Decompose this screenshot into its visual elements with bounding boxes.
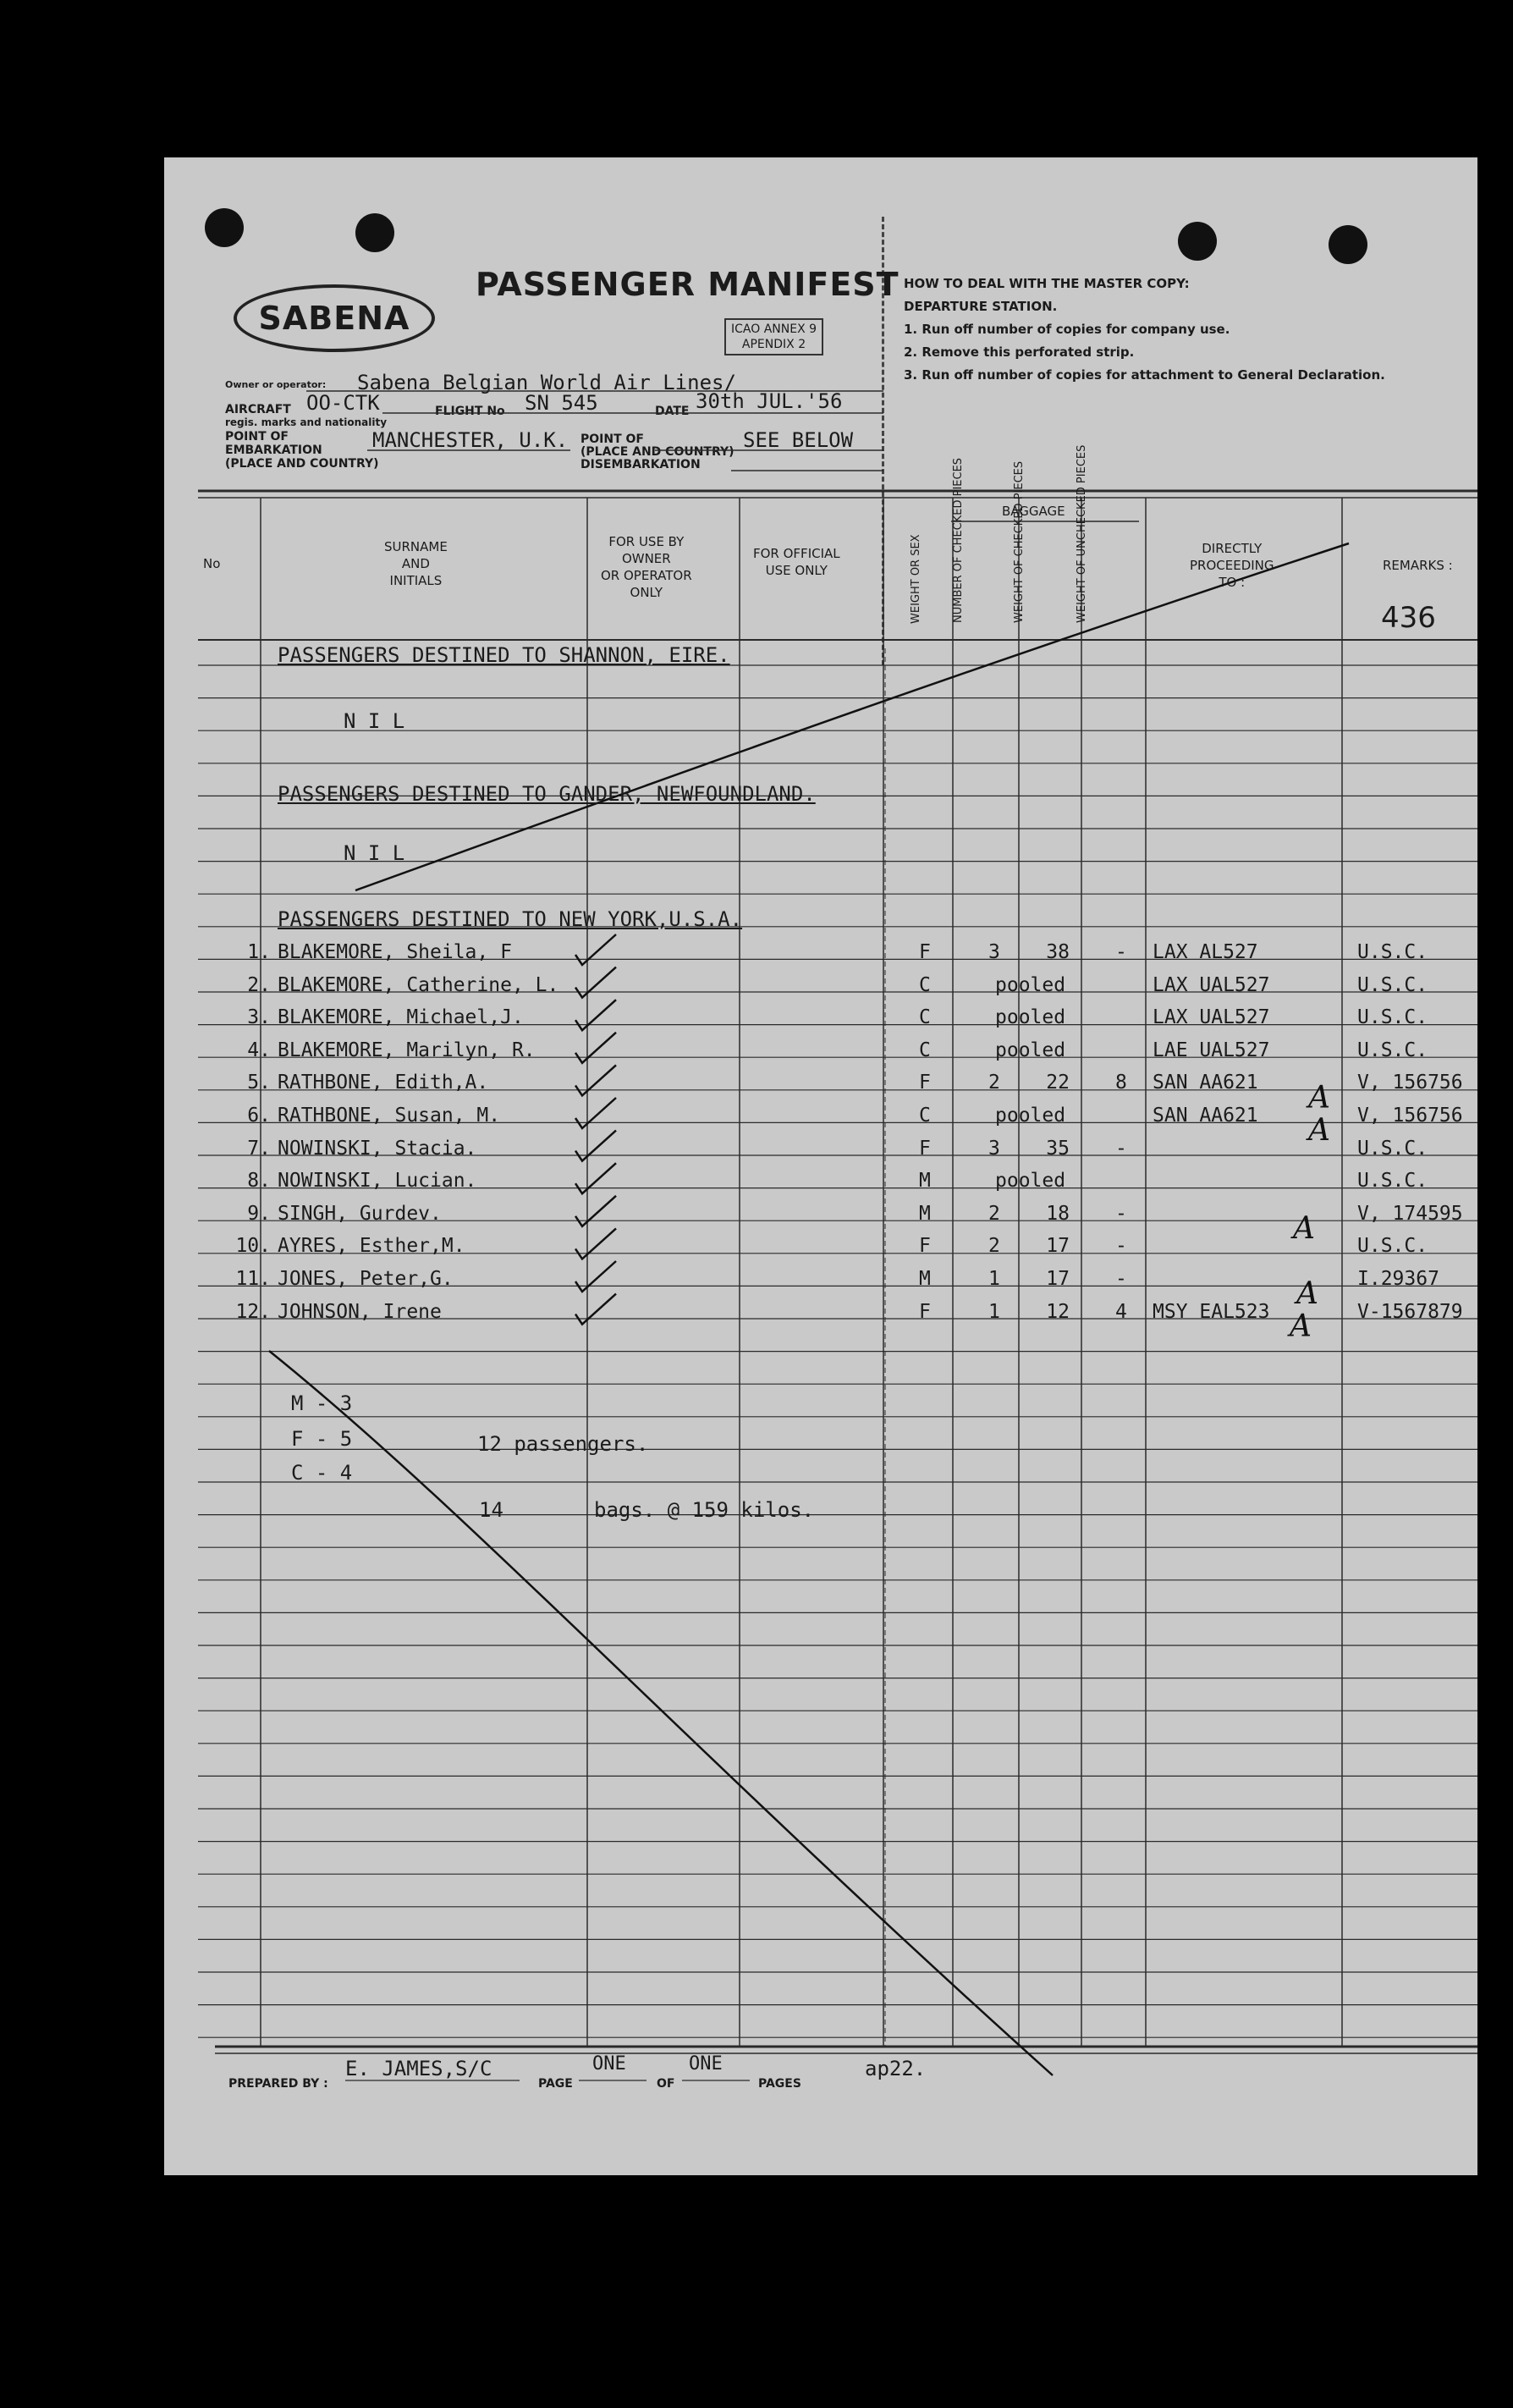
passenger-sex: C bbox=[919, 1006, 931, 1029]
total-bags-weight: bags. @ 159 kilos. bbox=[594, 1498, 815, 1522]
total-male: M - 3 bbox=[291, 1391, 353, 1415]
passenger-remarks: U.S.C. bbox=[1357, 1235, 1428, 1258]
passenger-remarks: U.S.C. bbox=[1357, 973, 1428, 996]
passenger-no: 7. bbox=[247, 1137, 271, 1160]
embark-value: MANCHESTER, U.K. bbox=[372, 428, 569, 452]
handwritten-a-mark: A bbox=[1296, 1276, 1318, 1311]
page-value: ONE bbox=[592, 2053, 626, 2075]
embark-label: POINT OF EMBARKATION (PLACE AND COUNTRY) bbox=[225, 430, 379, 471]
handwritten-a-mark: A bbox=[1293, 1210, 1315, 1246]
passenger-name: BLAKEMORE, Catherine, L. bbox=[278, 973, 559, 996]
check-mark bbox=[575, 1261, 616, 1292]
master-copy-instructions: HOW TO DEAL WITH THE MASTER COPY: DEPARTURE STATION. 1. Run off number of copies for company use. 2. Remove this perforated strip. 3. Run off number of copies for attachment to General Declaration. bbox=[904, 276, 1385, 383]
passenger-name: JOHNSON, Irene bbox=[278, 1300, 442, 1323]
passenger-unchecked: - bbox=[1115, 1268, 1127, 1290]
col-proceeding: DIRECTLY PROCEEDING TO : bbox=[1190, 541, 1274, 590]
passenger-sex: F bbox=[919, 1072, 931, 1094]
col-weight-checked: WEIGHT OF CHECKED PIECES bbox=[1013, 460, 1026, 623]
passenger-sex: M bbox=[919, 1202, 931, 1225]
col-weight-unchecked: WEIGHT OF UNCHECKED PIECES bbox=[1076, 444, 1088, 623]
passenger-remarks: U.S.C. bbox=[1357, 1039, 1428, 1061]
passenger-weight: 22 bbox=[1046, 1072, 1070, 1094]
passenger-weight: 17 bbox=[1046, 1268, 1070, 1290]
check-mark bbox=[575, 1131, 616, 1161]
check-mark bbox=[575, 1065, 616, 1095]
passenger-pieces: 3 bbox=[988, 941, 1000, 963]
nil-shannon: N I L bbox=[344, 709, 405, 733]
check-mark bbox=[575, 967, 616, 998]
passenger-pieces: pooled bbox=[995, 1105, 1066, 1127]
page-number: 436 bbox=[1381, 601, 1436, 635]
passenger-sex: M bbox=[919, 1170, 931, 1193]
passenger-no: 12. bbox=[235, 1300, 271, 1323]
passenger-sex: F bbox=[919, 941, 931, 963]
icao-annex-box: ICAO ANNEX 9 APENDIX 2 bbox=[724, 318, 823, 355]
passenger-pieces: pooled bbox=[995, 1006, 1066, 1029]
passenger-pieces: 2 bbox=[988, 1235, 1000, 1258]
of-value: ONE bbox=[689, 2053, 723, 2075]
col-num-checked: NUMBER OF CHECKED PIECES bbox=[952, 457, 965, 623]
passenger-unchecked: - bbox=[1115, 1202, 1127, 1225]
passenger-remarks: V-1567879 bbox=[1357, 1300, 1463, 1323]
col-no: No bbox=[203, 556, 221, 571]
passenger-name: BLAKEMORE, Sheila, F bbox=[278, 941, 512, 963]
passenger-name: AYRES, Esther,M. bbox=[278, 1235, 465, 1258]
passenger-remarks: U.S.C. bbox=[1357, 941, 1428, 963]
total-children: C - 4 bbox=[291, 1461, 353, 1485]
passenger-no: 9. bbox=[247, 1202, 271, 1225]
passenger-no: 4. bbox=[247, 1039, 271, 1061]
passenger-remarks: V, 156756 bbox=[1357, 1072, 1463, 1094]
passenger-name: BLAKEMORE, Michael,J. bbox=[278, 1006, 524, 1029]
total-bags-count: 14 bbox=[479, 1498, 503, 1522]
passenger-proceed: LAX UAL527 bbox=[1153, 973, 1270, 996]
passenger-sex: F bbox=[919, 1235, 931, 1258]
passenger-remarks: V, 174595 bbox=[1357, 1202, 1463, 1225]
passenger-name: JONES, Peter,G. bbox=[278, 1268, 454, 1290]
passenger-no: 8. bbox=[247, 1170, 271, 1193]
passenger-weight: 38 bbox=[1046, 941, 1070, 963]
passenger-unchecked: - bbox=[1115, 1235, 1127, 1258]
check-mark bbox=[575, 1196, 616, 1226]
table-grid bbox=[164, 157, 1477, 2175]
passenger-pieces: 2 bbox=[988, 1202, 1000, 1225]
page-label: PAGE bbox=[538, 2077, 573, 2091]
total-female: F - 5 bbox=[291, 1427, 353, 1451]
passenger-proceed: SAN AA621 bbox=[1153, 1105, 1258, 1127]
passenger-no: 3. bbox=[247, 1006, 271, 1029]
prepared-label: PREPARED BY : bbox=[228, 2077, 328, 2091]
aircraft-label: AIRCRAFT bbox=[225, 403, 291, 416]
owner-label: Owner or operator: bbox=[225, 379, 327, 390]
check-mark bbox=[575, 1228, 616, 1259]
passenger-no: 1. bbox=[247, 941, 271, 963]
col-official-use: FOR OFFICIAL USE ONLY bbox=[753, 546, 840, 578]
passenger-proceed: SAN AA621 bbox=[1153, 1072, 1258, 1094]
aircraft-value: OO-CTK bbox=[306, 391, 380, 415]
check-mark bbox=[575, 1163, 616, 1193]
passenger-sex: C bbox=[919, 973, 931, 996]
passenger-weight: 35 bbox=[1046, 1137, 1070, 1160]
of-label: OF bbox=[657, 2077, 675, 2091]
regis-label: regis. marks and nationality bbox=[225, 416, 388, 428]
passenger-remarks: U.S.C. bbox=[1357, 1137, 1428, 1160]
passenger-no: 2. bbox=[247, 973, 271, 996]
passenger-name: RATHBONE, Edith,A. bbox=[278, 1072, 489, 1094]
passenger-name: NOWINSKI, Stacia. bbox=[278, 1137, 477, 1160]
section-newyork: PASSENGERS DESTINED TO NEW YORK,U.S.A. bbox=[278, 907, 743, 931]
passenger-remarks: V, 156756 bbox=[1357, 1105, 1463, 1127]
passenger-proceed: MSY EAL523 bbox=[1153, 1300, 1270, 1323]
passenger-pieces: 1 bbox=[988, 1300, 1000, 1323]
passenger-pieces: 1 bbox=[988, 1268, 1000, 1290]
passenger-proceed: LAE UAL527 bbox=[1153, 1039, 1270, 1061]
passenger-remarks: I.29367 bbox=[1357, 1268, 1439, 1290]
passenger-name: SINGH, Gurdev. bbox=[278, 1202, 442, 1225]
passenger-pieces: 2 bbox=[988, 1072, 1000, 1094]
pages-label: PAGES bbox=[758, 2077, 801, 2091]
handwritten-a-mark: A bbox=[1290, 1309, 1312, 1344]
pen-strike-line bbox=[355, 543, 1349, 890]
disembark-label: POINT OF (PLACE AND COUNTRY) DISEMBARKATION bbox=[580, 433, 734, 471]
col-baggage: BAGGAGE bbox=[1002, 504, 1065, 519]
passenger-unchecked: - bbox=[1115, 941, 1127, 963]
passenger-unchecked: 4 bbox=[1115, 1300, 1127, 1323]
passenger-unchecked: 8 bbox=[1115, 1072, 1127, 1094]
flight-label: FLIGHT No bbox=[435, 405, 505, 418]
section-shannon: PASSENGERS DESTINED TO SHANNON, EIRE. bbox=[278, 643, 730, 667]
handwritten-a-mark: A bbox=[1308, 1080, 1330, 1116]
passenger-pieces: pooled bbox=[995, 1039, 1066, 1061]
passenger-proceed: LAX AL527 bbox=[1153, 941, 1258, 963]
passenger-proceed: LAX UAL527 bbox=[1153, 1006, 1270, 1029]
passenger-sex: F bbox=[919, 1137, 931, 1160]
passenger-remarks: U.S.C. bbox=[1357, 1006, 1428, 1029]
date-label: DATE bbox=[655, 405, 690, 418]
passenger-no: 11. bbox=[235, 1268, 271, 1290]
passenger-pieces: pooled bbox=[995, 973, 1066, 996]
passenger-remarks: U.S.C. bbox=[1357, 1170, 1428, 1193]
passenger-sex: F bbox=[919, 1300, 931, 1323]
handwritten-a-mark: A bbox=[1308, 1113, 1330, 1148]
passenger-weight: 12 bbox=[1046, 1300, 1070, 1323]
passenger-unchecked: - bbox=[1115, 1137, 1127, 1160]
check-mark bbox=[575, 934, 616, 965]
passenger-no: 5. bbox=[247, 1072, 271, 1094]
total-passengers: 12 passengers. bbox=[477, 1432, 649, 1456]
date-value: 30th JUL.'56 bbox=[696, 389, 843, 413]
check-mark bbox=[575, 1033, 616, 1063]
pen-strike-line bbox=[269, 1351, 1053, 2075]
passenger-name: NOWINSKI, Lucian. bbox=[278, 1170, 477, 1193]
col-owner-use: FOR USE BY OWNER OR OPERATOR ONLY bbox=[601, 534, 692, 600]
passenger-sex: M bbox=[919, 1268, 931, 1290]
nil-gander: N I L bbox=[344, 841, 405, 865]
col-weight-sex: WEIGHT OR SEX bbox=[910, 534, 922, 624]
passenger-sex: C bbox=[919, 1039, 931, 1061]
passenger-no: 6. bbox=[247, 1105, 271, 1127]
passenger-sex: C bbox=[919, 1105, 931, 1127]
col-surname: SURNAME AND INITIALS bbox=[384, 539, 448, 588]
passenger-weight: 18 bbox=[1046, 1202, 1070, 1225]
passenger-name: RATHBONE, Susan, M. bbox=[278, 1105, 501, 1127]
owner-value: Sabena Belgian World Air Lines/ bbox=[357, 371, 736, 394]
passenger-name: BLAKEMORE, Marilyn, R. bbox=[278, 1039, 536, 1061]
passenger-pieces: pooled bbox=[995, 1170, 1066, 1193]
manifest-sheet bbox=[164, 157, 1477, 2175]
disembark-value: SEE BELOW bbox=[743, 428, 854, 452]
passenger-weight: 17 bbox=[1046, 1235, 1070, 1258]
prepared-value: E. JAMES,S/C bbox=[345, 2057, 492, 2080]
check-mark bbox=[575, 1294, 616, 1325]
passenger-pieces: 3 bbox=[988, 1137, 1000, 1160]
page-title: PASSENGER MANIFEST bbox=[476, 266, 900, 303]
check-mark bbox=[575, 1000, 616, 1030]
footer-ref: ap22. bbox=[865, 2057, 927, 2080]
passenger-no: 10. bbox=[235, 1235, 271, 1258]
col-remarks: REMARKS : bbox=[1383, 558, 1453, 573]
check-mark bbox=[575, 1098, 616, 1128]
section-gander: PASSENGERS DESTINED TO GANDER, NEWFOUNDLAND. bbox=[278, 782, 816, 806]
sabena-logo: SABENA bbox=[234, 284, 435, 352]
flight-value: SN 545 bbox=[525, 391, 598, 415]
